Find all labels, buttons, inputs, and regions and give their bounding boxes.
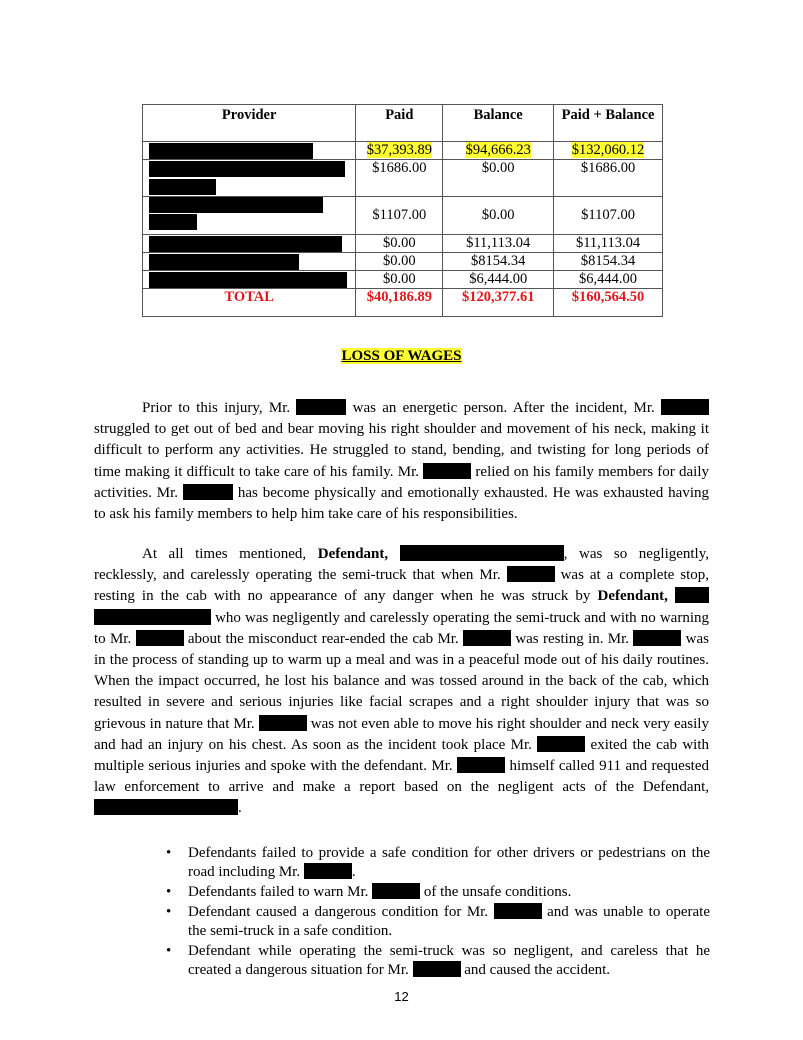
paid-cell: $37,393.89 [356, 142, 443, 160]
table-row [143, 142, 663, 160]
redaction-bar [372, 883, 420, 899]
paragraph-prior-injury: Prior to this injury, Mr. was an energetic person. After the incident, Mr. struggled to get out of bed and bear moving his right shoulder and movement of his neck, making it difficult to perform any activities. He struggled to stand, bending, and twisting for long periods of time making it difficult to take care of his family. Mr. relied on his family members for daily activities. Mr. has become physically and emotionally exhausted. He was exhausted having to ask his family members to help him take care of his responsibilities. [94, 400, 709, 523]
balance-cell: $6,444.00 [443, 271, 554, 289]
provider-cell [143, 197, 356, 235]
balance-cell: $0.00 [443, 160, 554, 197]
redaction-bar [149, 214, 197, 230]
redaction-bar [413, 961, 461, 977]
total-cell: $1686.00 [554, 160, 663, 197]
balance-cell: $11,113.04 [443, 235, 554, 253]
table-row [143, 197, 663, 235]
total-paid: $40,186.89 [356, 289, 443, 317]
table-row [143, 160, 663, 197]
paid-cell: $1107.00 [356, 197, 443, 235]
redaction-bar [400, 545, 564, 561]
redaction-bar [149, 254, 299, 270]
redaction-bar [633, 630, 681, 646]
redaction-bar [457, 757, 505, 773]
header-paid-balance: Paid + Balance [554, 105, 663, 142]
provider-cell [143, 271, 356, 289]
balance-cell: $8154.34 [443, 253, 554, 271]
total-balance: $120,377.61 [443, 289, 554, 317]
medical-costs-table [142, 104, 663, 317]
balance-cell: $94,666.23 [443, 142, 554, 160]
redaction-bar [94, 609, 211, 625]
redaction-bar [507, 566, 555, 582]
table-row [143, 253, 663, 271]
section-heading: LOSS OF WAGES [341, 348, 462, 364]
redaction-bar [423, 463, 471, 479]
list-item: • Defendants failed to warn Mr. of the unsafe conditions. [164, 883, 710, 902]
paid-cell: $1686.00 [356, 160, 443, 197]
total-label: TOTAL [143, 289, 356, 317]
redaction-bar [149, 272, 347, 288]
redaction-bar [149, 236, 342, 252]
redaction-bar [661, 399, 709, 415]
total-cell: $132,060.12 [554, 142, 663, 160]
redaction-bar [149, 143, 313, 159]
redaction-bar [149, 161, 345, 177]
list-item: • Defendant while operating the semi-truck was so negligent, and careless that he created a dangerous situation for Mr. and caused the accident. [164, 942, 710, 980]
page-number: 12 [394, 989, 409, 1004]
total-cell: $6,444.00 [554, 271, 663, 289]
redaction-bar [304, 863, 352, 879]
provider-cell [143, 253, 356, 271]
header-provider: Provider [143, 105, 356, 142]
redaction-bar [149, 197, 323, 213]
list-item: • Defendants failed to provide a safe condition for other drivers or pedestrians on the road including Mr. . [164, 844, 710, 882]
negligence-bullet-list [164, 844, 710, 981]
redaction-bar [494, 903, 542, 919]
redaction-bar [463, 630, 511, 646]
total-cell: $1107.00 [554, 197, 663, 235]
paid-cell: $0.00 [356, 271, 443, 289]
provider-cell [143, 142, 356, 160]
paid-cell: $0.00 [356, 235, 443, 253]
redaction-bar [259, 715, 307, 731]
table-header-row [143, 105, 663, 142]
redaction-bar [136, 630, 184, 646]
redaction-bar [675, 587, 709, 603]
redaction-bar [296, 399, 346, 415]
table-row [143, 235, 663, 253]
provider-cell [143, 160, 356, 197]
header-paid: Paid [356, 105, 443, 142]
redaction-bar [149, 179, 216, 195]
table-total-row [143, 289, 663, 317]
paragraph-incident: At all times mentioned, Defendant, , was so negligently, recklessly, and carelessly operating the semi-truck that when Mr. was at a complete stop, resting in the cab with no appearance of any danger when he was struck by Defendant, who was negligently and carelessly operating the semi-truck and with no warning to Mr. about the misconduct rear-ended the cab Mr. was resting in. Mr. was in the process of standing up to warm up a meal and was in a peaceful mode out of his daily routines. When the impact occurred, he lost his balance and was tossed around in the back of the cab, which resulted in severe and serious injuries like facial scrapes and a right shoulder injury that was so grievous in nature that Mr. was not even able to move his right shoulder and neck very easily and had an injury on his chest. As soon as the incident took place Mr. exited the cab with multiple serious injuries and spoke with the defendant. Mr. himself called 911 and requested law enforcement to arrive and make a report based on the negligent acts of the Defendant, . [94, 546, 710, 817]
list-item: • Defendant caused a dangerous condition for Mr. and was unable to operate the semi-truck in a safe condition. [164, 903, 710, 941]
header-balance: Balance [443, 105, 554, 142]
redaction-bar [183, 484, 233, 500]
paid-cell: $0.00 [356, 253, 443, 271]
table-row [143, 271, 663, 289]
total-cell: $11,113.04 [554, 235, 663, 253]
total-cell: $8154.34 [554, 253, 663, 271]
total-paid-balance: $160,564.50 [554, 289, 663, 317]
redaction-bar [94, 799, 238, 815]
balance-cell: $0.00 [443, 197, 554, 235]
provider-cell [143, 235, 356, 253]
redaction-bar [537, 736, 585, 752]
